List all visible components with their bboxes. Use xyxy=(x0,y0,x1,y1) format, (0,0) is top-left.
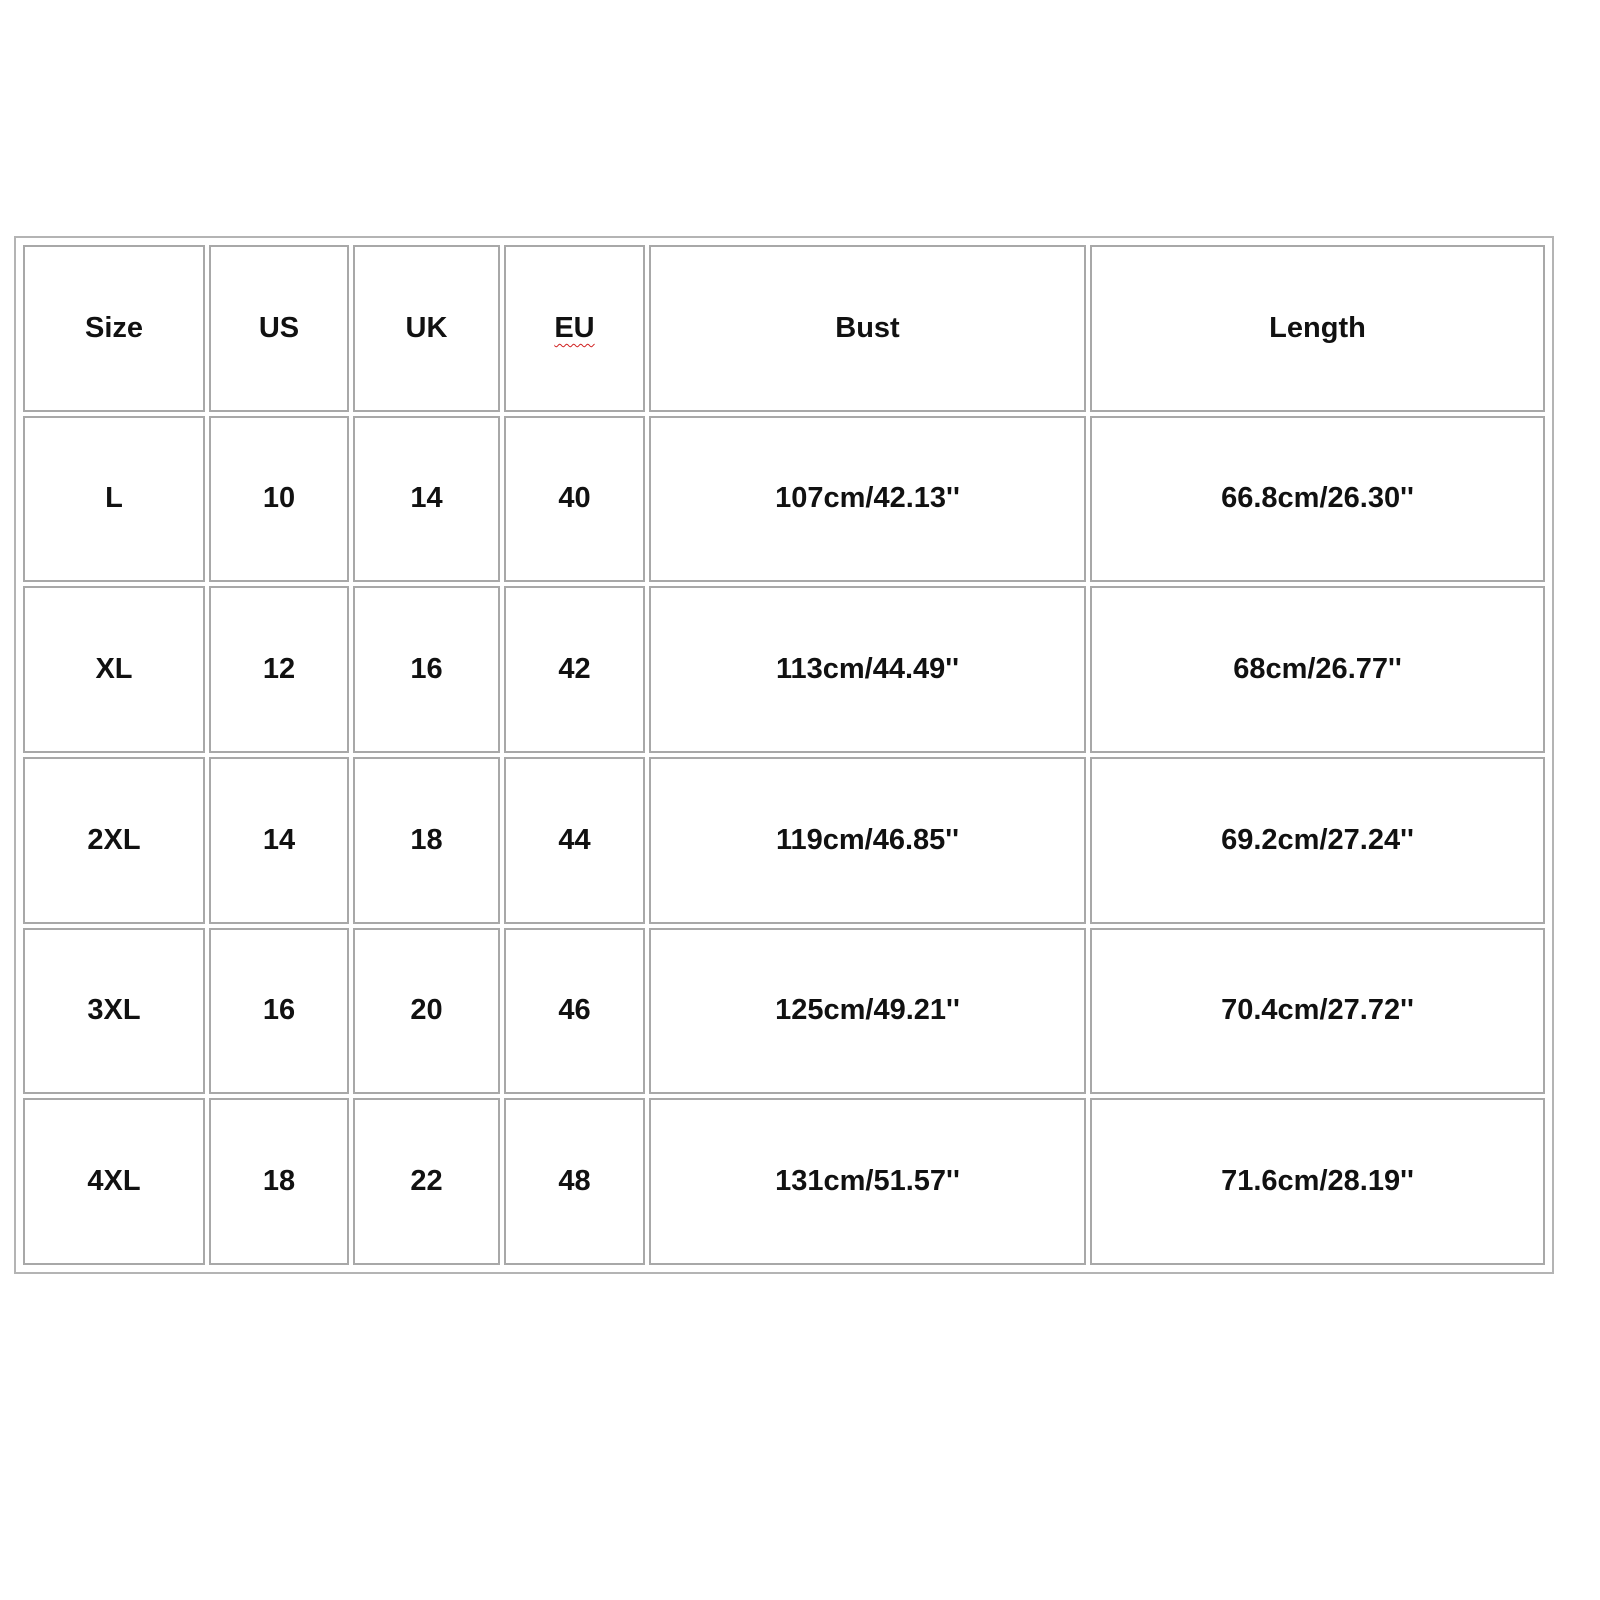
cell-us: 10 xyxy=(209,416,349,583)
table-row xyxy=(23,757,1545,924)
cell-size: 2XL xyxy=(23,757,205,924)
header-eu-label: EU xyxy=(554,311,595,344)
cell-bust: 113cm/44.49'' xyxy=(649,586,1086,753)
table-row xyxy=(23,1098,1545,1265)
cell-length: 70.4cm/27.72'' xyxy=(1090,928,1545,1095)
cell-eu: 46 xyxy=(504,928,645,1095)
cell-size: 4XL xyxy=(23,1098,205,1265)
cell-eu: 48 xyxy=(504,1098,645,1265)
cell-size: 3XL xyxy=(23,928,205,1095)
cell-bust: 107cm/42.13'' xyxy=(649,416,1086,583)
cell-us: 18 xyxy=(209,1098,349,1265)
header-bust: Bust xyxy=(649,245,1086,412)
cell-size: XL xyxy=(23,586,205,753)
header-row xyxy=(23,245,1545,412)
cell-eu: 40 xyxy=(504,416,645,583)
cell-length: 66.8cm/26.30'' xyxy=(1090,416,1545,583)
cell-us: 14 xyxy=(209,757,349,924)
cell-length: 68cm/26.77'' xyxy=(1090,586,1545,753)
size-chart xyxy=(14,236,1554,1274)
cell-uk: 18 xyxy=(353,757,500,924)
cell-uk: 14 xyxy=(353,416,500,583)
cell-us: 12 xyxy=(209,586,349,753)
cell-bust: 119cm/46.85'' xyxy=(649,757,1086,924)
cell-uk: 16 xyxy=(353,586,500,753)
cell-length: 69.2cm/27.24'' xyxy=(1090,757,1545,924)
header-length: Length xyxy=(1090,245,1545,412)
header-us: US xyxy=(209,245,349,412)
cell-uk: 20 xyxy=(353,928,500,1095)
table-row xyxy=(23,586,1545,753)
header-eu xyxy=(504,245,645,412)
cell-length: 71.6cm/28.19'' xyxy=(1090,1098,1545,1265)
cell-eu: 42 xyxy=(504,586,645,753)
table-row xyxy=(23,416,1545,583)
cell-eu: 44 xyxy=(504,757,645,924)
header-size: Size xyxy=(23,245,205,412)
cell-uk: 22 xyxy=(353,1098,500,1265)
table-row xyxy=(23,928,1545,1095)
cell-bust: 131cm/51.57'' xyxy=(649,1098,1086,1265)
cell-bust: 125cm/49.21'' xyxy=(649,928,1086,1095)
size-table xyxy=(19,241,1549,1269)
header-uk: UK xyxy=(353,245,500,412)
cell-us: 16 xyxy=(209,928,349,1095)
cell-size: L xyxy=(23,416,205,583)
